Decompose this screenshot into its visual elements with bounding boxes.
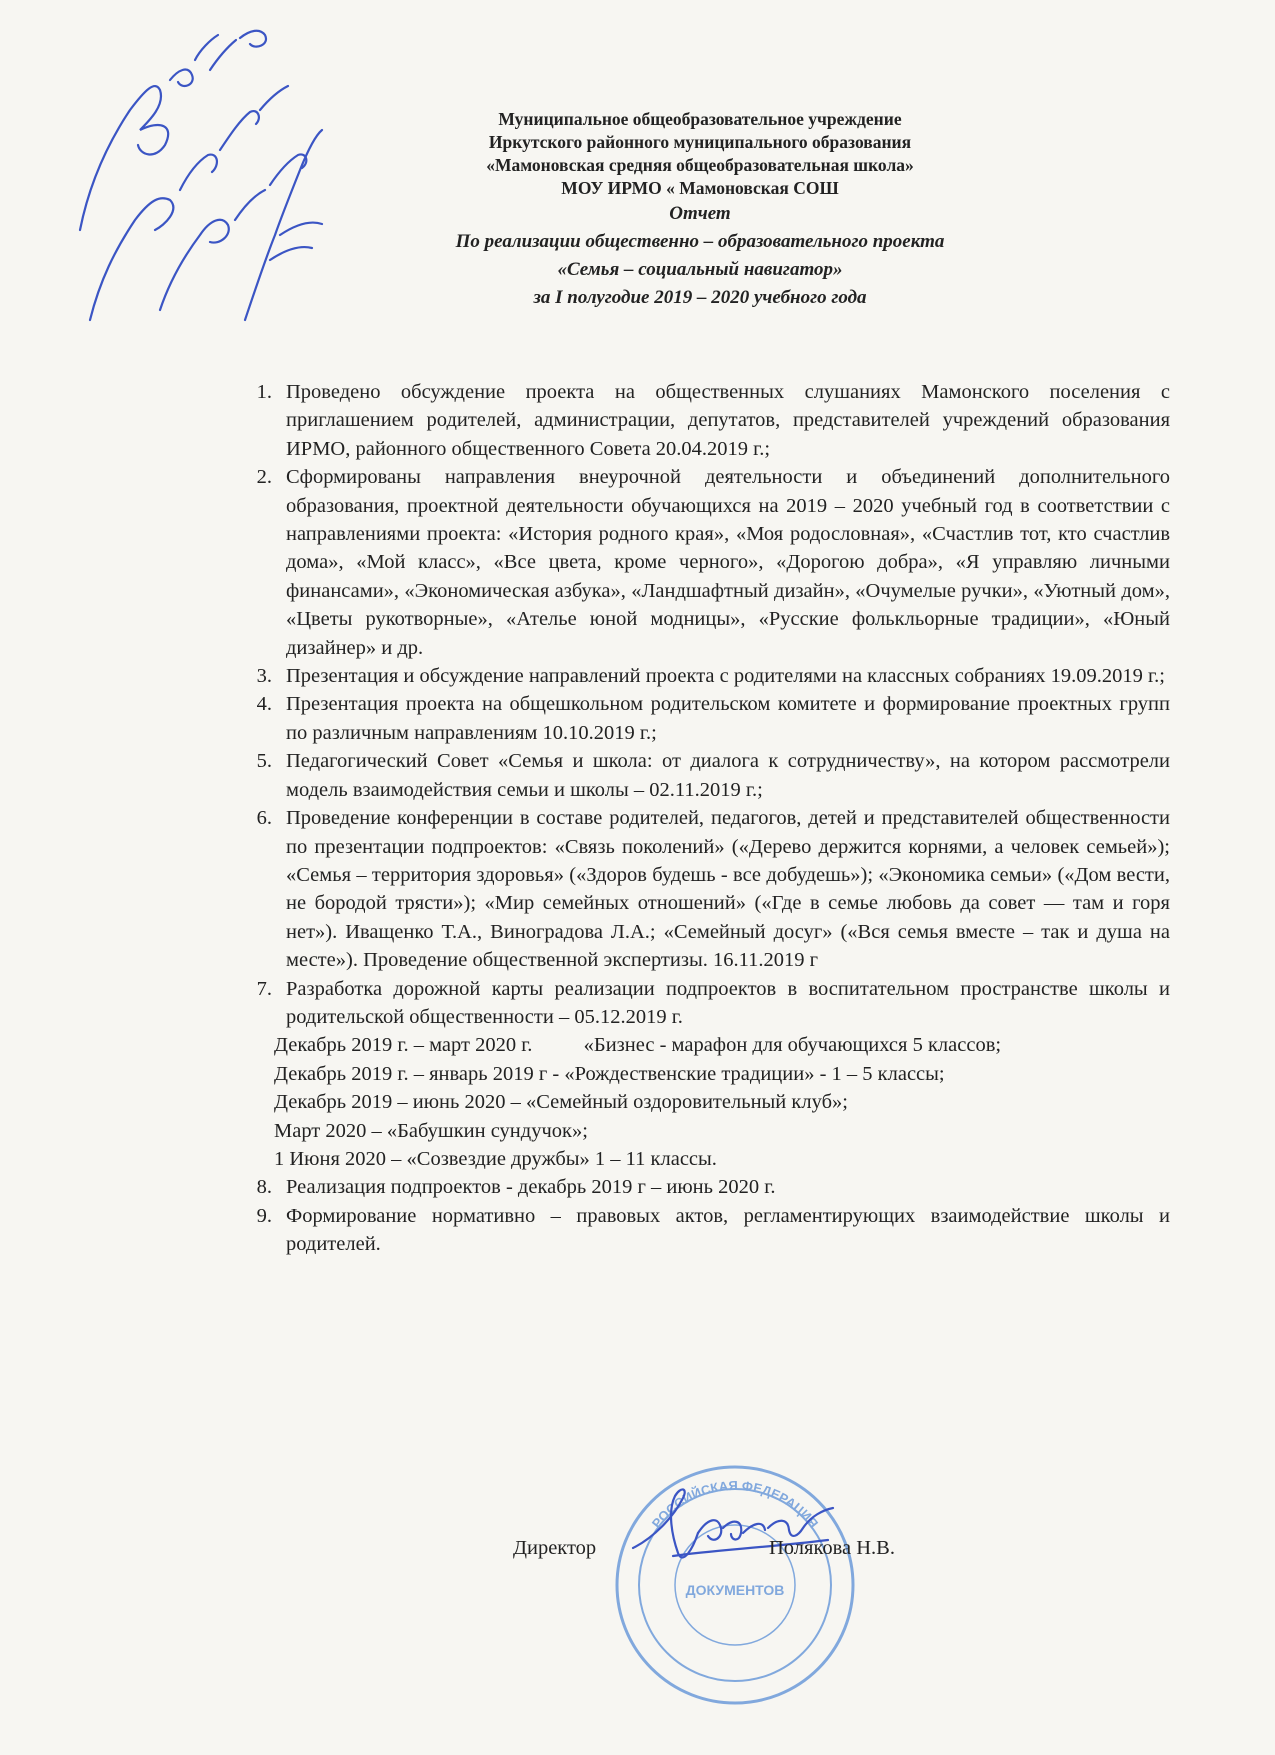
item-number: 1. xyxy=(256,381,272,403)
item-number: 4. xyxy=(256,693,272,716)
org-line-4: МОУ ИРМО « Мамоновская СОШ xyxy=(561,178,839,198)
item-text xyxy=(286,1173,1170,1201)
item-number: 5. xyxy=(256,750,272,773)
org-line-2: Иркутского районного муниципального образования xyxy=(488,132,912,152)
item-text xyxy=(286,747,1170,804)
item-number: 6. xyxy=(256,807,272,830)
handwritten-signature xyxy=(613,1478,843,1578)
margin-note-text: Бардентьева в школу на сайт xyxy=(60,20,73,21)
stamp-center-text: ДОКУМЕНТОВ xyxy=(685,1582,785,1598)
item-number: 9. xyxy=(256,1204,272,1227)
item-text xyxy=(286,1202,1170,1259)
list-item xyxy=(240,1173,1170,1201)
signature-name: Полякова Н.В. xyxy=(769,1537,895,1559)
item-text xyxy=(274,975,1170,1174)
org-line-1: Муниципальное общеобразовательное учреждение xyxy=(498,109,902,129)
item-text xyxy=(286,463,1170,662)
document-header xyxy=(330,108,1070,312)
report-title: Отчет xyxy=(669,203,731,224)
roadmap-line: Декабрь 2019 – июнь 2020 – «Семейный оздоровительный клуб»; xyxy=(274,1091,848,1114)
list-item xyxy=(240,690,1170,747)
item-line: Разработка дорожной карты реализации подпроектов в воспитательном пространстве школы и родительской общественности – 05.12.2019 г. xyxy=(286,977,1170,1028)
item-number: 7. xyxy=(256,977,272,1000)
org-line-3: «Мамоновская средняя общеобразовательная школа» xyxy=(486,155,914,175)
roadmap-line: Март 2020 – «Бабушкин сундучок»; xyxy=(274,1119,588,1142)
item-line: Презентация проекта на общешкольном родительском комитете и формирование проектных групп по различным направлениям 10.10.2019 г.; xyxy=(286,693,1170,744)
item-line: Проведено обсуждение проекта на общественных слушаниях Мамонского поселения с приглашением родителей, администрации, депутатов, представителей учреждений образования ИРМО, районного общественного Совета 20.04.2019 г.; xyxy=(286,381,1170,460)
item-text xyxy=(286,804,1170,974)
signature-label: Директор xyxy=(513,1537,597,1559)
item-number: 2. xyxy=(256,466,272,489)
roadmap-line: Декабрь 2019 г. – март 2020 г. «Бизнес - марафон для обучающихся 5 классов; xyxy=(274,1034,1002,1057)
item-line: Презентация и обсуждение направлений проекта с родителями на классных собраниях 19.09.2019 г.; xyxy=(286,665,1165,688)
report-subtitle-3: за I полугодие 2019 – 2020 учебного года xyxy=(533,287,867,308)
item-line: Реализация подпроектов - декабрь 2019 г – июнь 2020 г. xyxy=(286,1176,776,1199)
stamp-top-text: РОССИЙСКАЯ ФЕДЕРАЦИЯ xyxy=(648,1477,822,1531)
item-line: Проведение конференции в составе родителей, педагогов, детей и представителей общественности по презентации подпроектов: «Связь поколений» («Дерево держится корнями, а человек семьей»); «Семья – территория здоровья» («Здоров будешь - все добудешь»); «Экономика семьи» («Дом вести, не бородой трясти»); «Мир семейных отношений» («Где в семье любовь да совет — там и горя нет»). Иващенко Т.А., Виноградова Л.А.; «Семейный досуг» («Вся семья вместе – так и душа на месте»). Проведение общественной экспертизы. 16.11.2019 г xyxy=(286,807,1170,972)
list-item xyxy=(240,463,1170,662)
item-line: Сформированы направления внеурочной деятельности и объединений дополнительного образования, проектной деятельности обучающихся на 2019 – 2020 учебный год в соответствии с направлениями проекта: «История родного края», «Моя родословная», «Счастлив тот, кто счастлив дома», «Мой класс», «Все цвета, кроме черного», «Дорогою добра», «Я управляю личными финансами», «Экономическая азбука», «Ландшафтный дизайн», «Очумелые ручки», «Уютный дом», «Цветы рукотворные», «Ателье юной модницы», «Русские фолькльорные традиции», «Юный дизайнер» и др. xyxy=(286,466,1170,659)
list-item xyxy=(240,662,1170,690)
list-item xyxy=(240,804,1170,974)
list-item xyxy=(240,747,1170,804)
roadmap-line: 1 Июня 2020 – «Созвездие дружбы» 1 – 11 классы. xyxy=(274,1147,717,1170)
report-items-list xyxy=(240,378,1170,1259)
roadmap-line: Декабрь 2019 г. – январь 2019 г - «Рождественские традиции» - 1 – 5 классы; xyxy=(274,1062,945,1085)
item-text xyxy=(286,690,1170,747)
item-number: 3. xyxy=(256,665,272,688)
item-text xyxy=(286,662,1170,690)
report-subtitle-2: «Семья – социальный навигатор» xyxy=(557,259,843,280)
report-subtitle-1: По реализации общественно – образовательного проекта xyxy=(455,231,945,252)
item-text xyxy=(286,378,1170,463)
item-line: Педагогический Совет «Семья и школа: от диалога к сотрудничеству», на котором рассмотрели модель взаимодействия семьи и школы – 02.11.2019 г.; xyxy=(286,750,1170,801)
handwritten-margin-note xyxy=(60,20,340,350)
list-item xyxy=(240,975,1170,1174)
list-item xyxy=(240,1202,1170,1259)
list-item xyxy=(240,378,1170,463)
item-line: Формирование нормативно – правовых актов, регламентирующих взаимодействие школы и родителей. xyxy=(286,1204,1170,1256)
item-number: 8. xyxy=(256,1176,272,1199)
